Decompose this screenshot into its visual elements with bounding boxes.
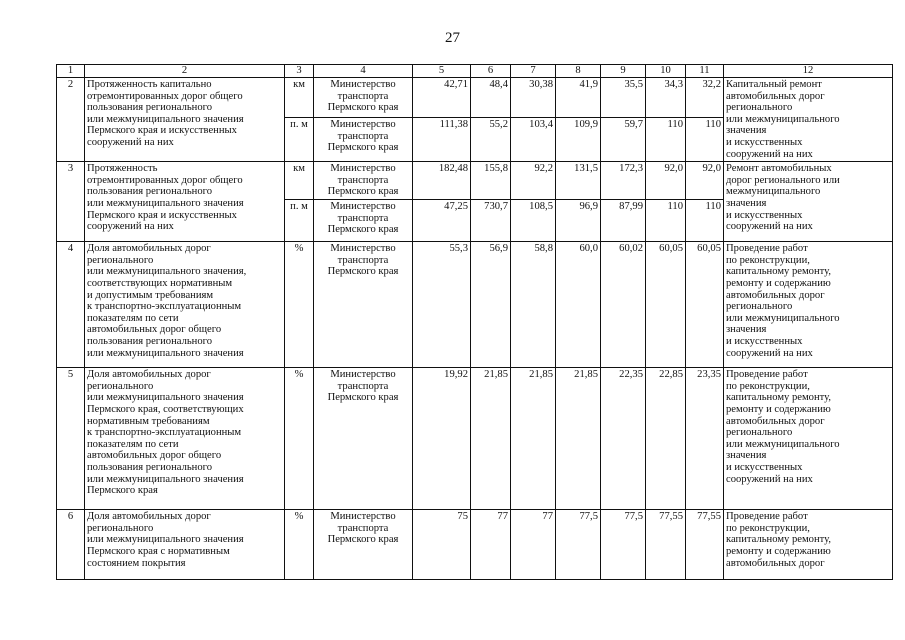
value-cell: 56,9 bbox=[471, 242, 511, 368]
header-cell: 5 bbox=[413, 65, 471, 78]
row-number: 4 bbox=[57, 242, 85, 368]
value-cell: 59,7 bbox=[601, 117, 646, 161]
value-cell: 77,55 bbox=[646, 510, 686, 580]
table-row bbox=[57, 162, 893, 200]
value-cell: 103,4 bbox=[511, 117, 556, 161]
header-cell: 12 bbox=[724, 65, 893, 78]
unit-cell: п. м bbox=[285, 117, 314, 161]
page-number: 27 bbox=[445, 30, 460, 46]
indicator-name: Доля автомобильных дорог регионального или межмуниципального значения, соответствующих нормативным и допустимым требованиям к транспортно-эксплуатационным показателям по сети автомобильных дорог общего пользования регионального или межмуниципального значения bbox=[85, 242, 285, 368]
unit-cell: % bbox=[285, 242, 314, 368]
action-cell: Проведение работ по реконструкции, капитальному ремонту, ремонту и содержанию автомобильных дорог bbox=[724, 510, 893, 580]
action-cell: Проведение работ по реконструкции, капитальному ремонту, ремонту и содержанию автомобильных дорог регионального или межмуниципального значения и искусственных сооружений на них bbox=[724, 242, 893, 368]
value-cell: 131,5 bbox=[556, 162, 601, 200]
value-cell: 87,99 bbox=[601, 200, 646, 242]
row-number: 6 bbox=[57, 510, 85, 580]
action-cell: Капитальный ремонт автомобильных дорог регионального или межмуниципального значения и искусственных сооружений на них bbox=[724, 78, 893, 162]
value-cell: 155,8 bbox=[471, 162, 511, 200]
row-number: 3 bbox=[57, 162, 85, 242]
value-cell: 108,5 bbox=[511, 200, 556, 242]
value-cell: 92,2 bbox=[511, 162, 556, 200]
value-cell: 96,9 bbox=[556, 200, 601, 242]
value-cell: 55,2 bbox=[471, 117, 511, 161]
value-cell: 21,85 bbox=[471, 368, 511, 510]
value-cell: 30,38 bbox=[511, 78, 556, 118]
value-cell: 730,7 bbox=[471, 200, 511, 242]
header-cell: 3 bbox=[285, 65, 314, 78]
value-cell: 35,5 bbox=[601, 78, 646, 118]
value-cell: 77 bbox=[471, 510, 511, 580]
value-cell: 92,0 bbox=[646, 162, 686, 200]
header-cell: 8 bbox=[556, 65, 601, 78]
value-cell: 32,2 bbox=[686, 78, 724, 118]
value-cell: 182,48 bbox=[413, 162, 471, 200]
header-cell: 1 bbox=[57, 65, 85, 78]
value-cell: 55,3 bbox=[413, 242, 471, 368]
value-cell: 60,02 bbox=[601, 242, 646, 368]
value-cell: 77 bbox=[511, 510, 556, 580]
unit-cell: км bbox=[285, 78, 314, 118]
row-number: 2 bbox=[57, 78, 85, 162]
indicator-name: Доля автомобильных дорог регионального или межмуниципального значения Пермского края, соответствующих нормативным требованиям к транспортно-эксплуатационным показателям по сети автомобильных дорог общего пользования регионального или межмуниципального значения Пермского края bbox=[85, 368, 285, 510]
row-number: 5 bbox=[57, 368, 85, 510]
ministry-cell: Министерство транспорта Пермского края bbox=[314, 368, 413, 510]
value-cell: 110 bbox=[686, 200, 724, 242]
unit-cell: п. м bbox=[285, 200, 314, 242]
value-cell: 47,25 bbox=[413, 200, 471, 242]
value-cell: 48,4 bbox=[471, 78, 511, 118]
value-cell: 58,8 bbox=[511, 242, 556, 368]
table-row bbox=[57, 510, 893, 580]
unit-cell: % bbox=[285, 510, 314, 580]
ministry-cell: Министерство транспорта Пермского края bbox=[314, 200, 413, 242]
table-row bbox=[57, 368, 893, 510]
value-cell: 110 bbox=[686, 117, 724, 161]
value-cell: 60,0 bbox=[556, 242, 601, 368]
header-cell: 2 bbox=[85, 65, 285, 78]
value-cell: 60,05 bbox=[646, 242, 686, 368]
ministry-cell: Министерство транспорта Пермского края bbox=[314, 162, 413, 200]
value-cell: 21,85 bbox=[556, 368, 601, 510]
value-cell: 41,9 bbox=[556, 78, 601, 118]
header-cell: 4 bbox=[314, 65, 413, 78]
ministry-cell: Министерство транспорта Пермского края bbox=[314, 78, 413, 118]
table-row bbox=[57, 78, 893, 118]
value-cell: 75 bbox=[413, 510, 471, 580]
indicators-table bbox=[56, 64, 893, 580]
value-cell: 109,9 bbox=[556, 117, 601, 161]
value-cell: 19,92 bbox=[413, 368, 471, 510]
indicator-name: Протяженность капитально отремонтированных дорог общего пользования регионального или межмуниципального значения Пермского края и искусственных сооружений на них bbox=[85, 78, 285, 162]
value-cell: 42,71 bbox=[413, 78, 471, 118]
action-cell: Ремонт автомобильных дорог регионального или межмуниципального значения и искусственных сооружений на них bbox=[724, 162, 893, 242]
value-cell: 77,55 bbox=[686, 510, 724, 580]
ministry-cell: Министерство транспорта Пермского края bbox=[314, 242, 413, 368]
value-cell: 60,05 bbox=[686, 242, 724, 368]
value-cell: 110 bbox=[646, 117, 686, 161]
indicator-name: Доля автомобильных дорог регионального или межмуниципального значения Пермского края с нормативным состоянием покрытия bbox=[85, 510, 285, 580]
header-cell: 6 bbox=[471, 65, 511, 78]
header-cell: 10 bbox=[646, 65, 686, 78]
action-cell: Проведение работ по реконструкции, капитальному ремонту, ремонту и содержанию автомобильных дорог регионального или межмуниципального значения и искусственных сооружений на них bbox=[724, 368, 893, 510]
indicator-name: Протяженность отремонтированных дорог общего пользования регионального или межмуниципального значения Пермского края и искусственных сооружений на них bbox=[85, 162, 285, 242]
ministry-cell: Министерство транспорта Пермского края bbox=[314, 117, 413, 161]
ministry-cell: Министерство транспорта Пермского края bbox=[314, 510, 413, 580]
value-cell: 34,3 bbox=[646, 78, 686, 118]
header-cell: 11 bbox=[686, 65, 724, 78]
value-cell: 22,85 bbox=[646, 368, 686, 510]
header-row bbox=[57, 65, 893, 78]
unit-cell: % bbox=[285, 368, 314, 510]
header-cell: 7 bbox=[511, 65, 556, 78]
value-cell: 172,3 bbox=[601, 162, 646, 200]
value-cell: 23,35 bbox=[686, 368, 724, 510]
value-cell: 21,85 bbox=[511, 368, 556, 510]
unit-cell: км bbox=[285, 162, 314, 200]
value-cell: 110 bbox=[646, 200, 686, 242]
value-cell: 77,5 bbox=[601, 510, 646, 580]
value-cell: 22,35 bbox=[601, 368, 646, 510]
value-cell: 92,0 bbox=[686, 162, 724, 200]
value-cell: 77,5 bbox=[556, 510, 601, 580]
header-cell: 9 bbox=[601, 65, 646, 78]
value-cell: 111,38 bbox=[413, 117, 471, 161]
table-row bbox=[57, 242, 893, 368]
